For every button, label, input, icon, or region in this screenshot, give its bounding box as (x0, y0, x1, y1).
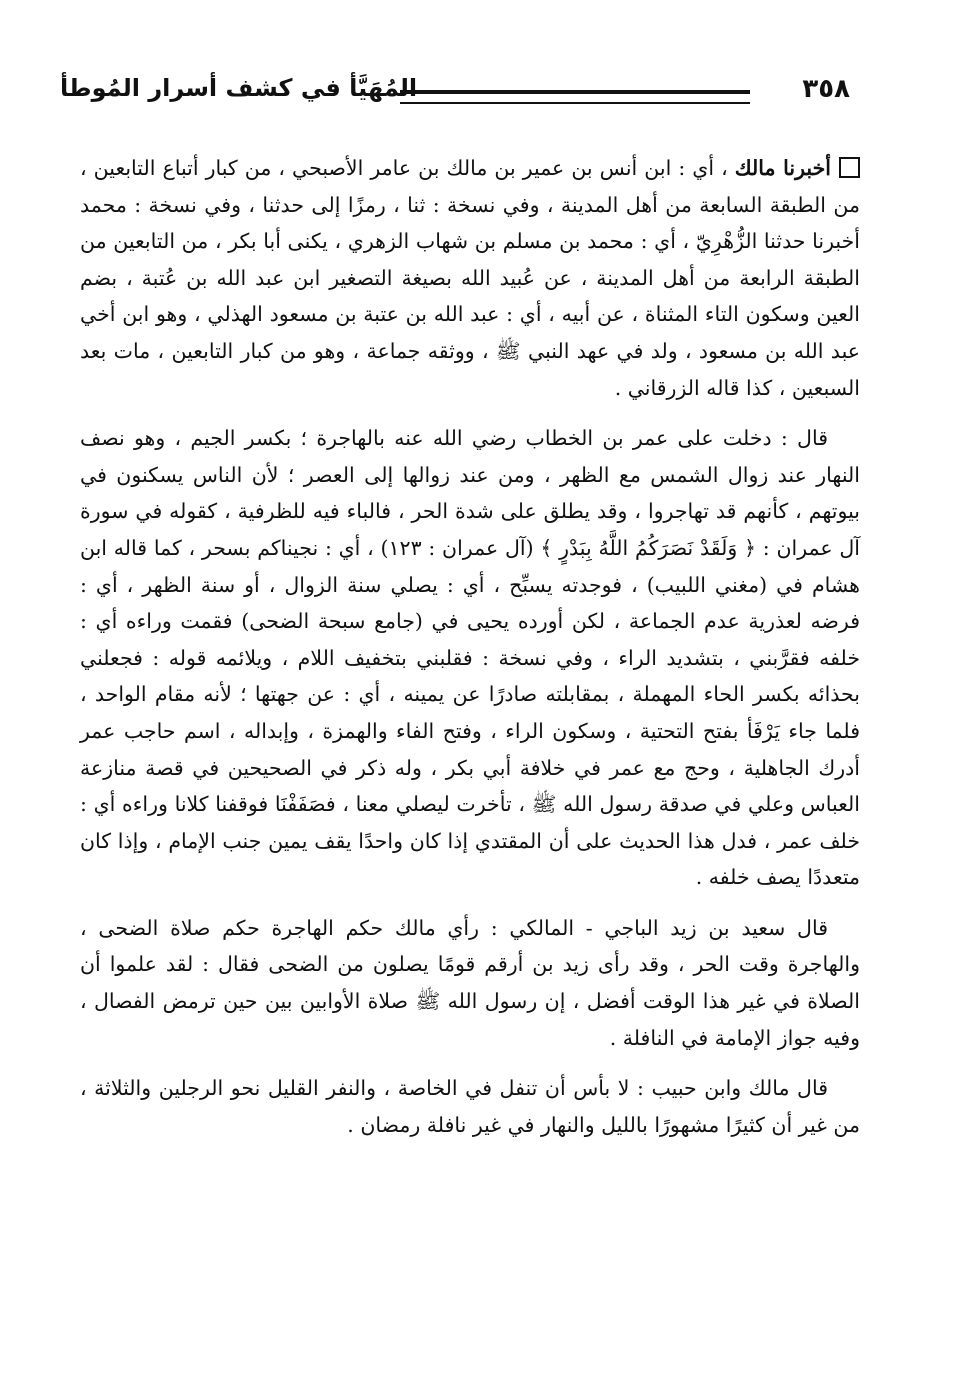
paragraph-2: قال : دخلت على عمر بن الخطاب رضي الله عنه بالهاجرة ؛ بكسر الجيم ، وهو نصف النهار عند زوال الشمس مع الظهر ، ومن عند زوالها إلى العصر ؛ لأن الناس يسكنون في بيوتهم ، كأنهم قد تهاجروا ، وقد يطلق على شدة الحر ، فالباء فيه للظرفية ، كقوله في سورة آل عمران : ﴿ وَلَقَدْ نَصَرَكُمُ اللَّهُ بِبَدْرٍ ﴾ (آل عمران : ١٢٣) ، أي : نجيناكم بسحر ، كما قاله ابن هشام في (مغني اللبيب) ، فوجدته يسبِّح ، أي : يصلي سنة الزوال ، أو سنة الظهر ، أي : فرضه لعذرية عدم الجماعة ، لكن أورده يحيى في (جامع سبحة الضحى) فقمت وراءه أي : خلفه فقرَّبني ، بتشديد الراء ، وفي نسخة : فقلبني بتخفيف اللام ، ويلائمه قوله : فجعلني بحذائه بكسر الحاء المهملة ، بمقابلته صادرًا عن يمينه ، أي : عن جهتها ؛ لأنه مقام الواحد ، فلما جاء يَرْفَأ بفتح التحتية ، وسكون الراء ، وفتح الفاء والهمزة ، وإبداله ، اسم حاجب عمر أدرك الجاهلية ، وحج مع عمر في خلافة أبي بكر ، وله ذكر في الصحيحين في قصة منازعة العباس وعلي في صدقة رسول الله ﷺ ، تأخرت ليصلي معنا ، فصَفَفْنَا فوقفنا كلانا وراءه أي : خلف عمر ، فدل هذا الحديث على أن المقتدي إذا كان واحدًا يقف يمين جنب الإمام ، وإذا كان متعددًا يصف خلفه . (80, 426, 860, 890)
header-rule (400, 90, 750, 104)
book-title: المُهَيَّأ في كشف أسرار المُوطأ (60, 74, 418, 102)
paragraph-lead: أخبرنا مالك (734, 156, 831, 180)
square-marker-icon (839, 157, 860, 178)
paragraph-4: قال مالك وابن حبيب : لا بأس أن تنفل في الخاصة ، والنفر القليل نحو الرجلين والثلاثة ، من غير أن كثيرًا مشهورًا بالليل والنهار في غير نافلة رمضان . (80, 1076, 860, 1137)
page-number: ٣٥٨ (802, 74, 850, 104)
body-text (80, 150, 860, 1157)
page-header (60, 70, 850, 118)
paragraph-1 (80, 150, 860, 406)
paragraph-3: قال سعيد بن زيد الباجي - المالكي : رأي مالك حكم الهاجرة حكم صلاة الضحى ، والهاجرة وقت الحر ، وقد رأى زيد بن أرقم قومًا يصلون من الضحى فقال : لقد علموا أن الصلاة في غير هذا الوقت أفضل ، إن رسول الله ﷺ صلاة الأوابين بين حين ترمض الفصال ، وفيه جواز الإمامة في النافلة . (80, 915, 860, 1050)
paragraph-text: ، أي : ابن أنس بن عمير بن مالك بن عامر الأصبحي ، من كبار أتباع التابعين ، من الطبقة السابعة من أهل المدينة ، وفي نسخة : ثنا ، رمزًا إلى حدثنا ، وفي نسخة : محمد أخبرنا حدثنا الزُّهْرِيّ ، أي : محمد بن مسلم بن شهاب الزهري ، يكنى أبا بكر ، من التابعين من الطبقة الرابعة من أهل المدينة ، عن عُبيد الله بصيغة التصغير ابن عبد الله بن عُتبة ، بضم العين وسكون التاء المثناة ، عن أبيه ، أي : عبد الله بن عتبة بن مسعود الهذلي ، وهو ابن أخي عبد الله بن مسعود ، ولد في عهد النبي ﷺ ، ووثقه جماعة ، وهو من كبار التابعين ، مات بعد السبعين ، كذا قاله الزرقاني . (80, 156, 860, 400)
